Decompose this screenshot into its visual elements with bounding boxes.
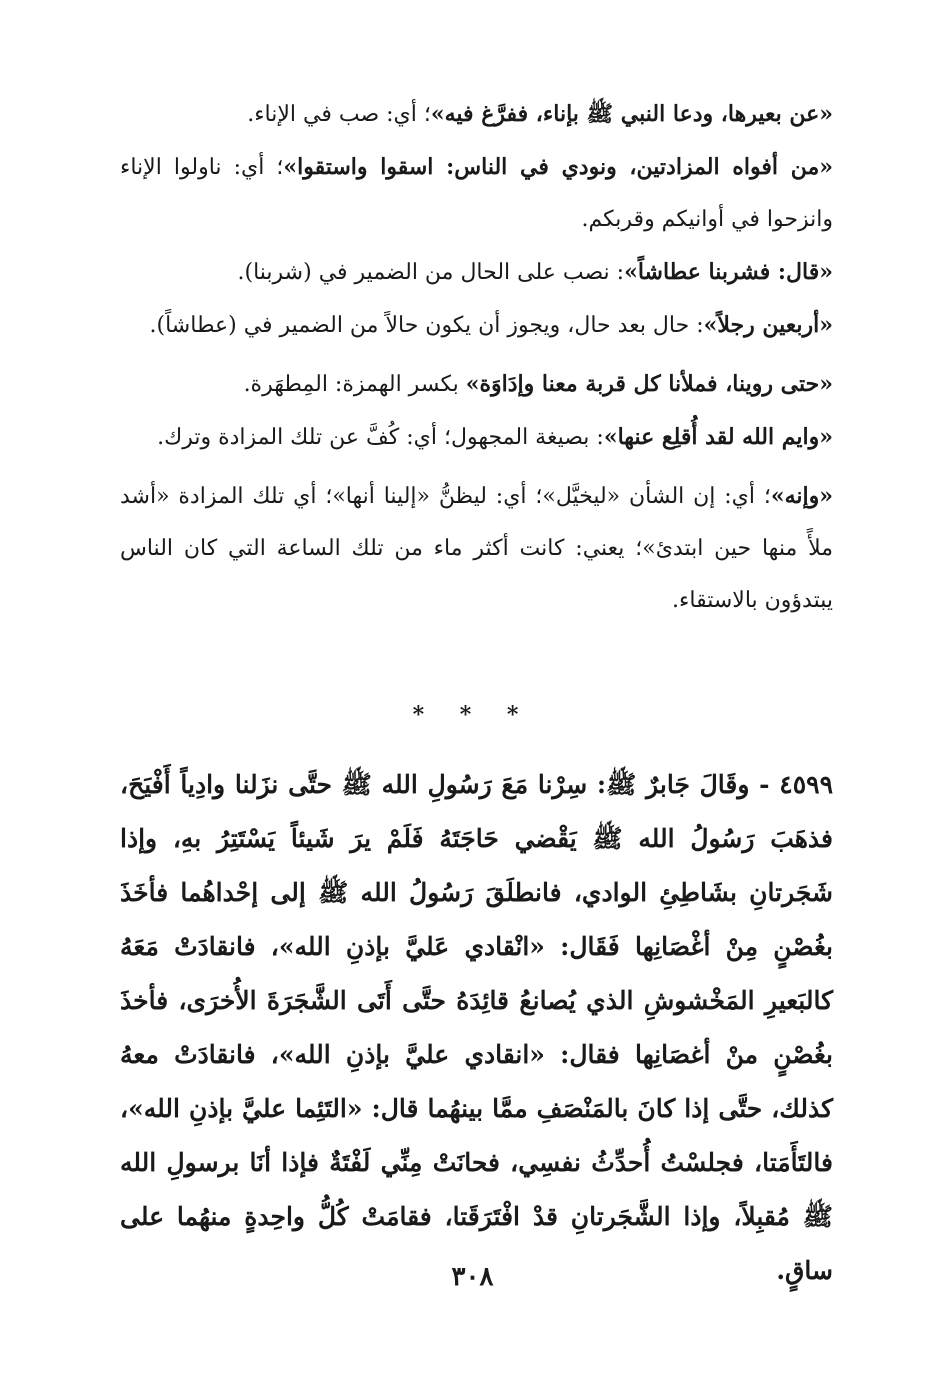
- hadith-section: [120, 758, 833, 1298]
- section-divider: * * *: [412, 702, 533, 728]
- quoted-phrase: «عن بعيرها، ودعا النبي ﷺ بإناء، ففرَّغ فيه»: [430, 101, 833, 127]
- commentary-paragraph: [120, 358, 833, 411]
- quoted-phrase: «قال: فشربنا عطاشاً»: [624, 259, 833, 285]
- explanation-text: بكسر الهمزة: المِطهَرة.: [243, 372, 466, 397]
- explanation-text: ؛ أي: صب في الإناء.: [247, 102, 431, 127]
- quoted-phrase: «من أفواه المزادتين، ونودي في الناس: اسقوا واستقوا»: [283, 154, 833, 180]
- commentary-section: [120, 88, 833, 627]
- quoted-phrase: «وإنه»: [770, 483, 833, 509]
- explanation-text: ؛ أي: إن الشأن «ليخيَّل»؛ أي: ليظنُّ «إلينا أنها»؛ أي تلك المزادة «أشد ملأً منها حين ابتدئ»؛ يعني: كانت أكثر ماء من تلك الساعة التي كان الناس يبتدؤون بالاستقاء.: [120, 484, 833, 613]
- page-number: ٣٠٨: [451, 1262, 494, 1292]
- quoted-phrase: «وايم الله لقد أُقلِع عنها»: [603, 424, 833, 450]
- quoted-phrase: «أربعين رجلاً»: [703, 312, 833, 338]
- explanation-text: : نصب على الحال من الضمير في (شربنا).: [237, 260, 625, 285]
- explanation-text: : بصيغة المجهول؛ أي: كُفَّ عن تلك المزادة وترك.: [157, 425, 604, 450]
- quoted-phrase: «حتى روينا، فملأنا كل قربة معنا وإدَاوَة»: [465, 371, 833, 397]
- explanation-text: ؛ أي: ناولوا الإناء وانزحوا في أوانيكم وقربكم.: [120, 155, 833, 232]
- commentary-paragraph: [120, 470, 833, 627]
- commentary-paragraph: [120, 88, 833, 141]
- hadith-text: ٤٥٩٩ - وقَالَ جَابرٌ ﷺ: سِرْنا مَعَ رَسُولِ الله ﷺ حتَّى نزَلنا وادِياً أَفْيَحَ، فذهَبَ رَسُولُ الله ﷺ يَقْضي حَاجَتَهُ فَلَمْ يرَ شَيئاً يَسْتَتِرُ بهِ، وإذا شَجَرتانِ بشَاطِئِ الوادي، فانطلَقَ رَسُولُ الله ﷺ إلى إحْداهُما فأخَذَ بغُصْنٍ مِنْ أغْصَانِها فَقَال: «انْقادي عَليَّ بإذنِ الله»، فانقادَتْ مَعَهُ كالبَعيرِ المَخْشوشِ الذي يُصانعُ قائِدَهُ حتَّى أَتَى الشَّجَرَةَ الأُخرَى، فأخذَ بغُصْنٍ منْ أغصَانِها فقال: «انقادي عليَّ بإذنِ الله»، فانقادَتْ معهُ كذلك، حتَّى إذا كانَ بالمَنْصَفِ ممَّا بينهُما قال: «التَئِما عليَّ بإذنِ الله»، فالتَأَمَتا، فجلسْتُ أُحدِّثُ نفسِي، فحانَتْ مِنِّي لَفْتَةٌ فإذا أنَا برسولِ الله ﷺ مُقبِلاً، وإذا الشَّجَرتانِ قدْ افْتَرَقَتا، فقامَتْ كُلُّ واحِدةٍ منهُما على ساقٍ.: [120, 770, 833, 1285]
- commentary-paragraph: [120, 141, 833, 246]
- commentary-paragraph: [120, 299, 833, 352]
- explanation-text: : حال بعد حال، ويجوز أن يكون حالاً من الضمير في (عطاشاً).: [149, 313, 704, 338]
- commentary-paragraph: [120, 246, 833, 299]
- commentary-paragraph: [120, 411, 833, 464]
